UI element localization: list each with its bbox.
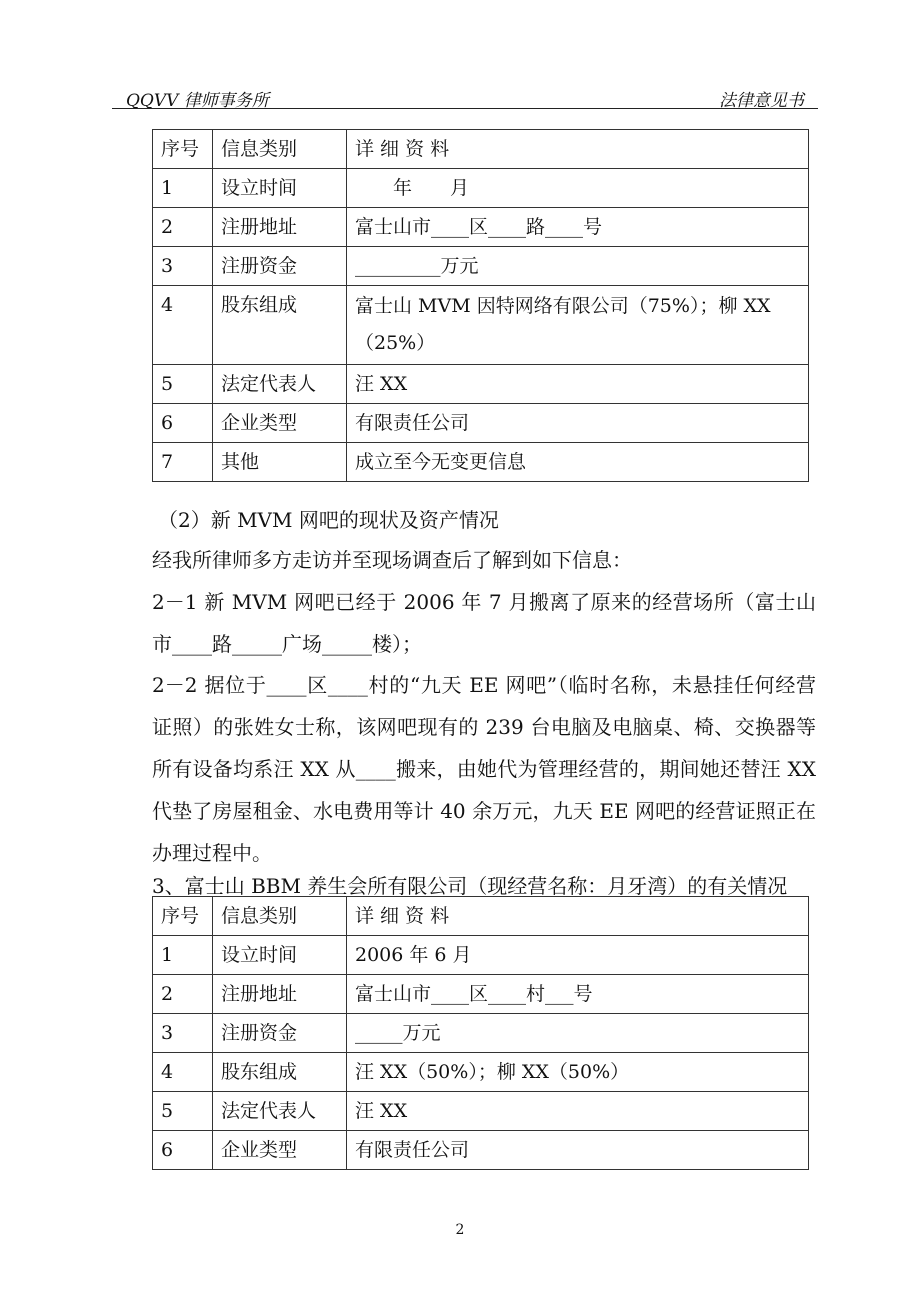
table-cell: 法定代表人 [213,365,347,404]
table-cell: 2 [153,975,213,1014]
table-header-cell: 序号 [153,130,213,169]
table-header-row [153,897,809,936]
table-header-cell: 信息类别 [213,130,347,169]
table-row [153,169,809,208]
table-cell: 6 [153,404,213,443]
table-row [153,1053,809,1092]
table-cell: _____万元 [347,1014,809,1053]
table-cell: 注册地址 [213,208,347,247]
paragraph: 2－1 新 MVM 网吧已经于 2006 年 7 月搬离了原来的经营场所（富士山市____路_____广场_____楼）； [152,590,816,656]
company-info-table-1 [152,129,809,482]
table-header-cell: 详 细 资 料 [347,897,809,936]
table-cell: 注册资金 [213,247,347,286]
table-row [153,247,809,286]
table-header-cell: 详 细 资 料 [347,130,809,169]
table-row [153,1131,809,1170]
table-cell: 5 [153,365,213,404]
paragraph: 经我所律师多方走访并至现场调查后了解到如下信息： [152,548,632,572]
table-header-row [153,130,809,169]
company-info-table-2 [152,896,809,1170]
table-cell: 3 [153,247,213,286]
table-cell: 其他 [213,443,347,482]
table-row [153,1092,809,1131]
table-cell: 注册地址 [213,975,347,1014]
table-cell: 有限责任公司 [347,404,809,443]
table-cell: 4 [153,1053,213,1092]
table-cell: 6 [153,1131,213,1170]
table-cell: 3 [153,1014,213,1053]
table-cell: 汪 XX（50%）；柳 XX（50%） [347,1053,809,1092]
table-cell: 法定代表人 [213,1092,347,1131]
table-cell: 富士山市____区____路____号 [347,208,809,247]
table-cell: 1 [153,169,213,208]
table-cell: 股东组成 [213,1053,347,1092]
page-number: 2 [455,1222,465,1238]
section-heading: 3、富士山 BBM 养生会所有限公司（现经营名称：月牙湾）的有关情况 [152,874,788,898]
table-cell: 有限责任公司 [347,1131,809,1170]
table-row [153,443,809,482]
header-doc-title: 法律意见书 [719,91,804,111]
table-cell: 设立时间 [213,169,347,208]
header-rule [112,108,818,109]
table-header-cell: 序号 [153,897,213,936]
table-row [153,365,809,404]
table-cell: 2006 年 6 月 [347,936,809,975]
table-cell: 企业类型 [213,1131,347,1170]
table-row [153,286,809,365]
table-cell: 年 月 [347,169,809,208]
table-cell: 注册资金 [213,1014,347,1053]
table-cell: 成立至今无变更信息 [347,443,809,482]
table-cell: 企业类型 [213,404,347,443]
section-heading: （2）新 MVM 网吧的现状及资产情况 [158,508,499,532]
table-cell: 7 [153,443,213,482]
table-cell: 5 [153,1092,213,1131]
table-row [153,975,809,1014]
table-cell: 汪 XX [347,1092,809,1131]
table-cell: 设立时间 [213,936,347,975]
table-cell: 2 [153,208,213,247]
table-row [153,936,809,975]
table-cell: 4 [153,286,213,365]
header-firm-name: QQVV 律师事务所 [126,91,269,111]
paragraph: 2－2 据位于____区____村的“九天 EE 网吧”（临时名称，未悬挂任何经营证照）的张姓女士称，该网吧现有的 239 台电脑及电脑桌、椅、交换器等所有设备均系汪 XX 从____搬来，由她代为管理经营的，期间她还替汪 XX 代垫了房屋租金、水电费用等计 40 余万元，九天 EE 网吧的经营证照正在办理过程中。 [152,673,816,865]
table-header-cell: 信息类别 [213,897,347,936]
table-cell: 汪 XX [347,365,809,404]
table-cell: 富士山市____区____村___号 [347,975,809,1014]
table-cell: 富士山 MVM 因特网络有限公司（75%）；柳 XX（25%） [347,286,809,365]
table-row [153,1014,809,1053]
table-row [153,208,809,247]
table-cell: 股东组成 [213,286,347,365]
table-row [153,404,809,443]
table-cell: _________万元 [347,247,809,286]
table-cell: 1 [153,936,213,975]
